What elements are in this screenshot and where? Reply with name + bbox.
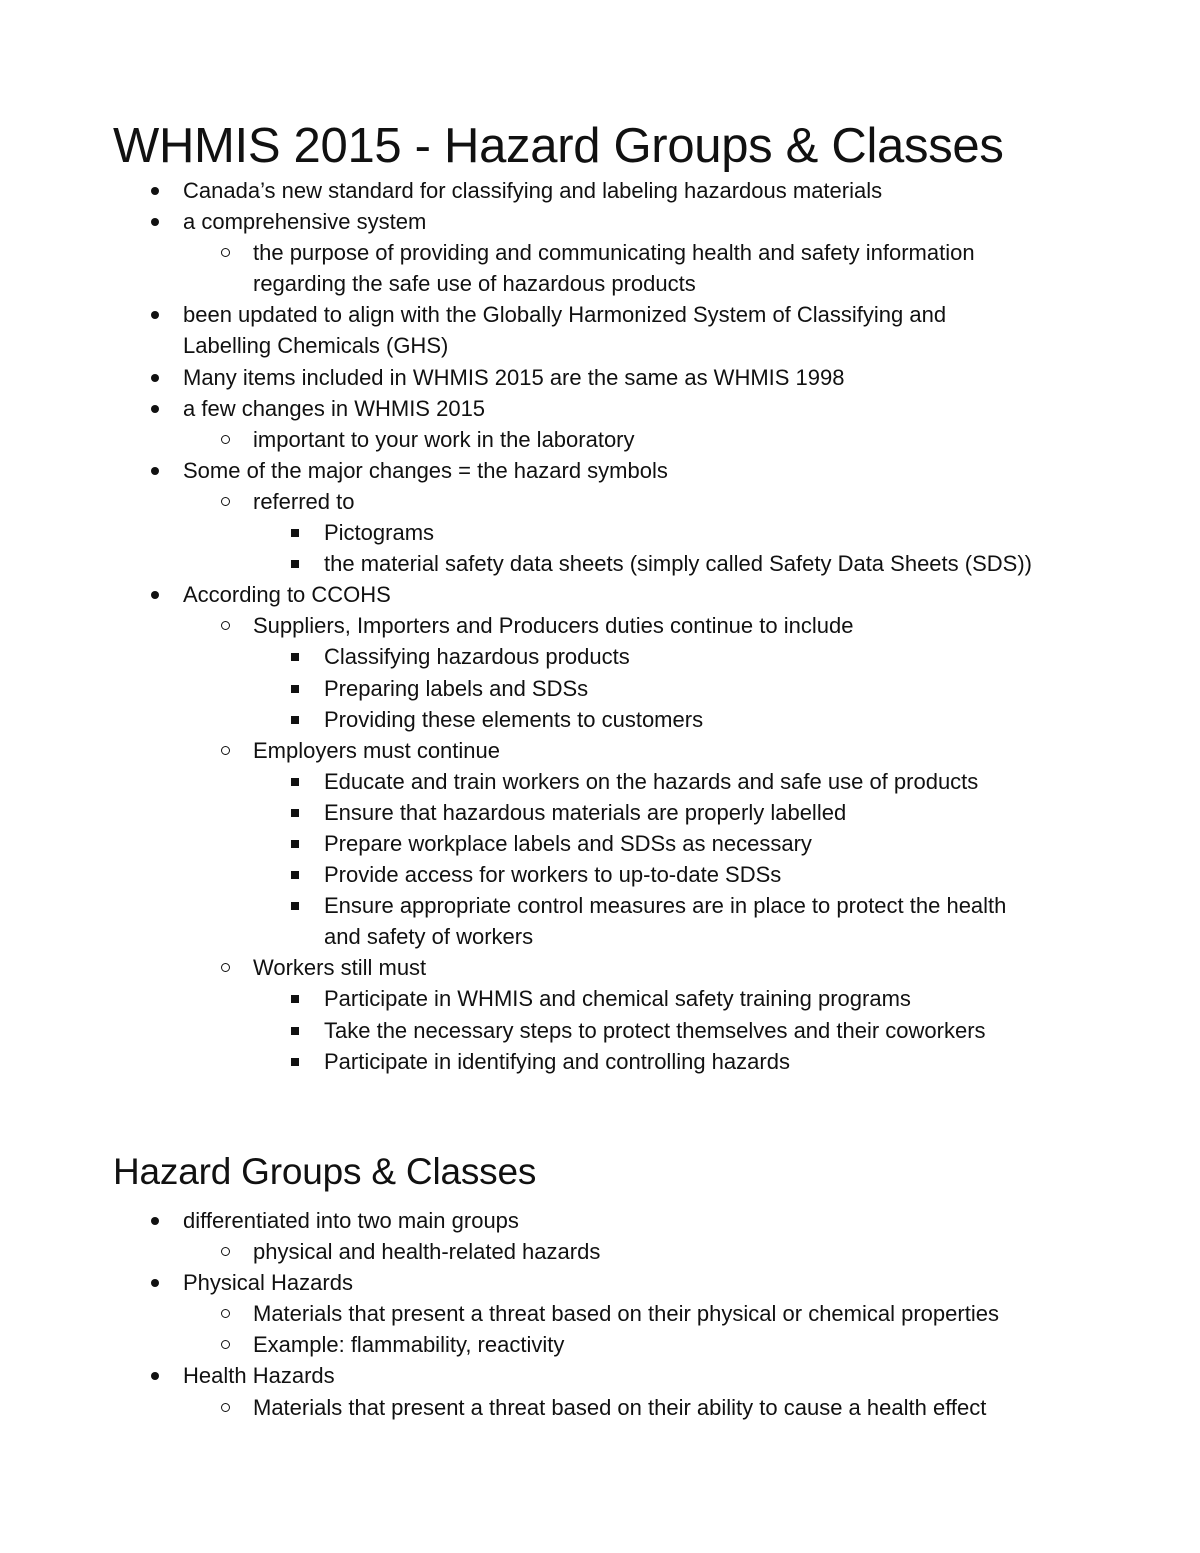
list-item: Ensure appropriate control measures are in place to protect the health and safety of workers xyxy=(253,890,1032,952)
list-item: Educate and train workers on the hazards and safe use of products xyxy=(253,766,1032,797)
bullet-circle-icon xyxy=(221,621,230,630)
list-item: Participate in identifying and controlling hazards xyxy=(253,1046,1032,1077)
bullet-circle-icon xyxy=(221,1340,230,1349)
list-item: Preparing labels and SDSs xyxy=(253,673,1032,704)
list-item: Materials that present a threat based on their ability to cause a health effect xyxy=(182,1392,999,1423)
list-item: Health Hazards Materials that present a threat based on their ability to cause a health effect xyxy=(0,1360,999,1422)
sub-list xyxy=(183,610,1032,1076)
sub-list xyxy=(183,237,1032,299)
section2-list xyxy=(0,1205,999,1423)
list-item: Pictograms xyxy=(253,517,1032,548)
sub-list xyxy=(183,486,1032,579)
list-item: referred to Pictograms the material safety data sheets (simply called Safety Data Sheets (SDS)) xyxy=(182,486,1032,579)
list-item: Suppliers, Importers and Producers duties continue to include Classifying hazardous products Preparing labels and SDSs Providing these elements to customers xyxy=(182,610,1032,734)
bullet-disc-icon xyxy=(151,405,159,413)
list-item: important to your work in the laboratory xyxy=(182,424,1032,455)
sub-list xyxy=(183,1236,999,1267)
list-item: Some of the major changes = the hazard symbols referred to Pictograms the material safety data sheets (simply called Safety Data Sheets (SDS)) xyxy=(0,455,1032,579)
bullet-disc-icon xyxy=(151,374,159,382)
bullet-disc-icon xyxy=(151,311,159,319)
list-item: differentiated into two main groups physical and health-related hazards xyxy=(0,1205,999,1267)
list-item: Example: flammability, reactivity xyxy=(182,1329,999,1360)
bullet-disc-icon xyxy=(151,218,159,226)
section-heading: Hazard Groups & Classes xyxy=(113,1151,537,1192)
list-item: Classifying hazardous products xyxy=(253,641,1032,672)
list-item: According to CCOHS Suppliers, Importers and Producers duties continue to include Classifying hazardous products Preparing labels and SDSs Providing these elements to customers Employers must continue Educate and train workers on the hazards and safe use of products Ensure that hazardous materials are properly labelled Prepare workplace labels and SDSs as necessary Provide access for workers to up-to-date SDSs Ensure appropriate control measures are in place to protect the health and safety of workers Workers still must Participate in WHMIS and chemical safety training programs Take the necessary steps to protect themselves and their coworkers Participate in identifying and controlling hazards xyxy=(0,579,1032,1077)
bullet-circle-icon xyxy=(221,963,230,972)
bullet-disc-icon xyxy=(151,1372,159,1380)
bullet-square-icon xyxy=(291,529,299,537)
sub-sub-list xyxy=(253,766,1032,953)
section1-list xyxy=(0,175,1032,1077)
list-item: Materials that present a threat based on their physical or chemical properties xyxy=(182,1298,999,1329)
list-item: Canada’s new standard for classifying and labeling hazardous materials xyxy=(0,175,1032,206)
bullet-disc-icon xyxy=(151,591,159,599)
bullet-square-icon xyxy=(291,1058,299,1066)
bullet-square-icon xyxy=(291,840,299,848)
sub-list xyxy=(183,1392,999,1423)
bullet-square-icon xyxy=(291,995,299,1003)
bullet-square-icon xyxy=(291,871,299,879)
sub-list xyxy=(183,1298,999,1360)
list-item: Employers must continue Educate and train workers on the hazards and safe use of products Ensure that hazardous materials are properly labelled Prepare workplace labels and SDSs as necessary Provide access for workers to up-to-date SDSs Ensure appropriate control measures are in place to protect the health and safety of workers xyxy=(182,735,1032,953)
bullet-square-icon xyxy=(291,716,299,724)
list-item: Take the necessary steps to protect themselves and their coworkers xyxy=(253,1015,1032,1046)
list-item: the material safety data sheets (simply called Safety Data Sheets (SDS)) xyxy=(253,548,1032,579)
bullet-circle-icon xyxy=(221,497,230,506)
list-item: Providing these elements to customers xyxy=(253,704,1032,735)
bullet-square-icon xyxy=(291,560,299,568)
bullet-disc-icon xyxy=(151,1217,159,1225)
bullet-circle-icon xyxy=(221,435,230,444)
list-item: Physical Hazards Materials that present a threat based on their physical or chemical properties Example: flammability, reactivity xyxy=(0,1267,999,1360)
list-item: Many items included in WHMIS 2015 are the same as WHMIS 1998 xyxy=(0,362,1032,393)
bullet-circle-icon xyxy=(221,248,230,257)
sub-list xyxy=(183,424,1032,455)
bullet-square-icon xyxy=(291,1027,299,1035)
bullet-square-icon xyxy=(291,685,299,693)
bullet-square-icon xyxy=(291,653,299,661)
bullet-square-icon xyxy=(291,778,299,786)
list-item: Ensure that hazardous materials are properly labelled xyxy=(253,797,1032,828)
bullet-circle-icon xyxy=(221,1309,230,1318)
bullet-square-icon xyxy=(291,809,299,817)
sub-sub-list xyxy=(253,983,1032,1076)
list-item: Provide access for workers to up-to-date SDSs xyxy=(253,859,1032,890)
list-item: a comprehensive system the purpose of providing and communicating health and safety information regarding the safe use of hazardous products xyxy=(0,206,1032,299)
bullet-circle-icon xyxy=(221,1403,230,1412)
list-item: the purpose of providing and communicating health and safety information regarding the safe use of hazardous products xyxy=(182,237,1032,299)
bullet-circle-icon xyxy=(221,1247,230,1256)
list-item: Prepare workplace labels and SDSs as necessary xyxy=(253,828,1032,859)
bullet-circle-icon xyxy=(221,746,230,755)
list-item: a few changes in WHMIS 2015 important to your work in the laboratory xyxy=(0,393,1032,455)
bullet-square-icon xyxy=(291,902,299,910)
list-item: Participate in WHMIS and chemical safety training programs xyxy=(253,983,1032,1014)
list-item: Workers still must Participate in WHMIS and chemical safety training programs Take the necessary steps to protect themselves and their coworkers Participate in identifying and controlling hazards xyxy=(182,952,1032,1076)
list-item: physical and health-related hazards xyxy=(182,1236,999,1267)
bullet-disc-icon xyxy=(151,1279,159,1287)
page-title: WHMIS 2015 - Hazard Groups & Classes xyxy=(113,119,1004,173)
list-item: been updated to align with the Globally Harmonized System of Classifying and Labelling Chemicals (GHS) xyxy=(0,299,1032,361)
sub-sub-list xyxy=(253,517,1032,579)
sub-sub-list xyxy=(253,641,1032,734)
bullet-disc-icon xyxy=(151,467,159,475)
bullet-disc-icon xyxy=(151,187,159,195)
